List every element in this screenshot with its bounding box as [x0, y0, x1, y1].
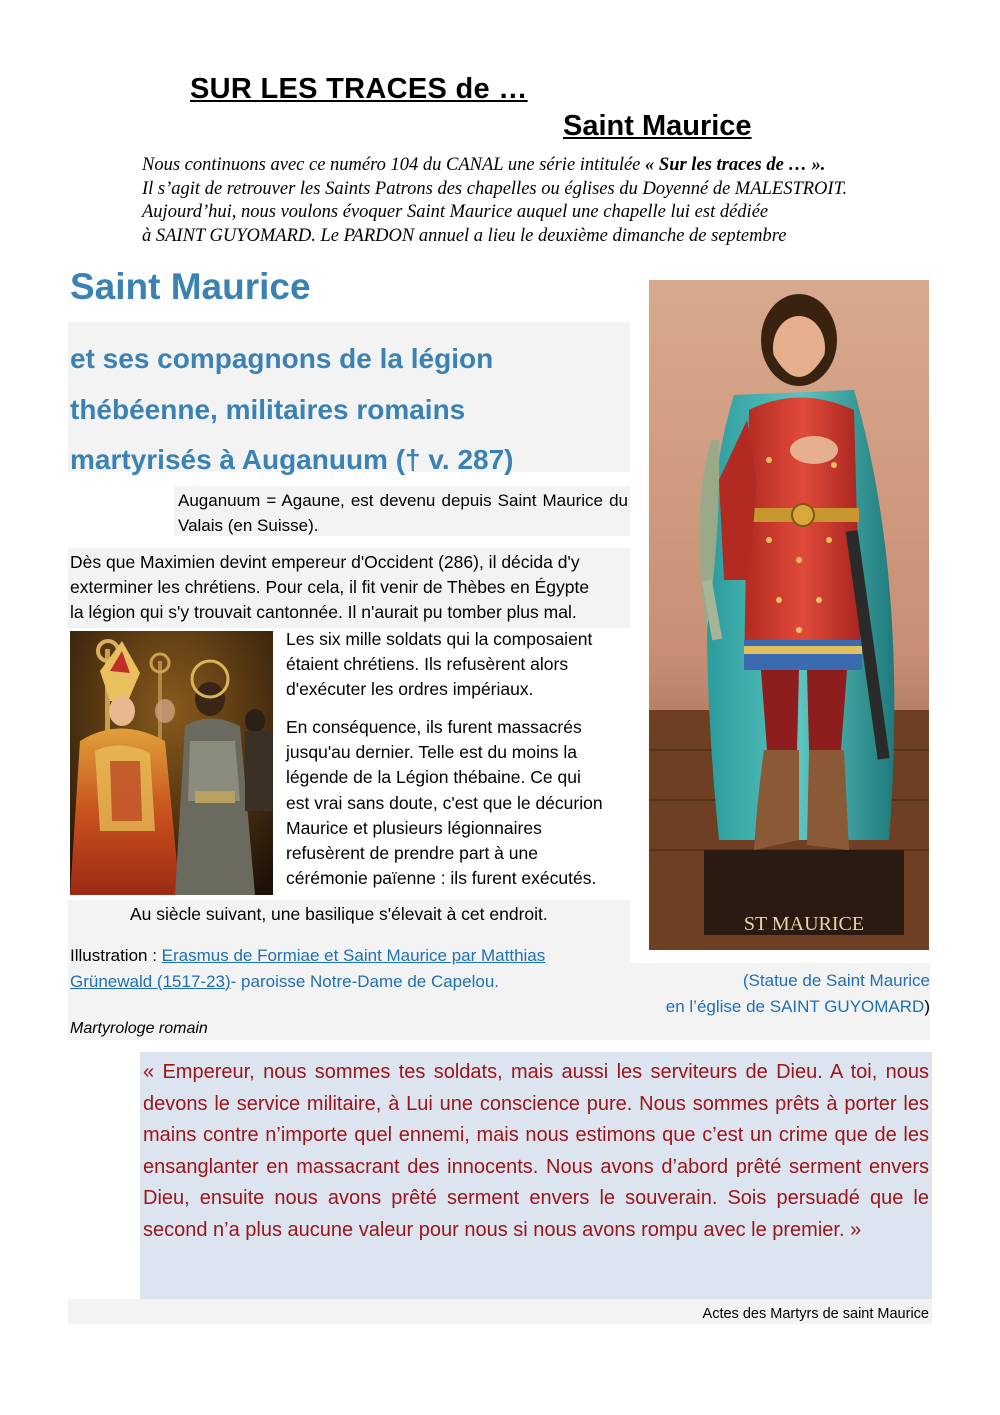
intro-series-title: « Sur les traces de … ». — [645, 155, 826, 175]
statue-caption-line2: en l’église de SAINT GUYOMARD — [665, 996, 925, 1016]
text-line: Dès que Maximien devint empereur d'Occident (286), il décida d'y — [70, 552, 580, 572]
illustration-link[interactable]: Erasmus de Formiae et Saint Maurice par Matthias — [161, 946, 546, 965]
text-line: est vrai sans doute, c'est que le décurion — [286, 792, 603, 813]
statue-base-label: ST MAURICE — [743, 913, 865, 935]
subtitle-line: thébéenne, militaires romains — [70, 393, 466, 425]
article-subtitle — [70, 334, 630, 486]
illustration-suffix: - paroisse Notre-Dame de Capelou. — [230, 971, 500, 991]
text-line: Maurice et plusieurs légionnaires — [286, 817, 542, 838]
page-title-line1: SUR LES TRACES de … — [190, 73, 528, 105]
statue-caption-line1: (Statue de Saint Maurice — [742, 971, 930, 990]
illustration-link-continued[interactable]: Grünewald (1517-23) — [70, 971, 231, 991]
illustration-credit — [70, 943, 545, 994]
intro-line3: Aujourd’hui, nous voulons évoquer Saint Maurice auquel une chapelle lui est dédiée — [142, 202, 769, 222]
statue-caption — [630, 968, 930, 1019]
paragraph-consequence — [286, 715, 603, 891]
subtitle-line: et ses compagnons de la légion — [70, 343, 494, 374]
text-line: cérémonie païenne : ils furent exécutés. — [286, 868, 597, 889]
agaune-note: Auganuum = Agaune, est devenu depuis Saint Maurice du Valais (en Suisse). — [178, 491, 628, 535]
text-line: jusqu'au dernier. Telle est du moins la — [286, 742, 577, 763]
basilique-sentence: Au siècle suivant, une basilique s'élevait à cet endroit. — [130, 904, 548, 924]
paragraph-soldats — [286, 627, 592, 703]
text-line: refusèrent de prendre part à une — [286, 843, 538, 864]
painting-erasmus-maurice — [70, 631, 273, 895]
text-line: d'exécuter les ordres impériaux. — [286, 679, 534, 700]
martyrologe-source: Martyrologe romain — [70, 1020, 208, 1037]
text-line: Les six mille soldats qui la composaient — [286, 629, 593, 649]
martyrs-quote: « Empereur, nous sommes tes soldats, mais aussi les serviteurs de Dieu. A toi, nous devons le service militaire, à Lui une conscience pure. Nous sommes prêts à porter les mains contre n’importe quel ennemi, mais nous estimons que c’est un crime que de les ensanglanter en massacrant des innocents. Nous avons d’abord prêté serment envers Dieu, ensuite nous avons prêté serment envers le souverain. Sois persuadé que le second n’a plus aucune valeur pour nous si nous avons rompu avec le premier. » — [143, 1061, 929, 1241]
subtitle-line: martyrisés à Auganuum († v. 287) — [70, 444, 514, 475]
text-line: étaient chrétiens. Ils refusèrent alors — [286, 654, 569, 675]
intro-paragraph — [142, 154, 932, 248]
quote-source: Actes des Martyrs de saint Maurice — [702, 1306, 929, 1322]
text-line: la légion qui s'y trouvait cantonnée. Il n'aurait pu tomber plus mal. — [70, 602, 577, 623]
intro-line2: Il s’agit de retrouver les Saints Patrons des chapelles ou églises du Doyenné de MALESTROIT. — [142, 178, 848, 199]
statue-saint-maurice-photo — [649, 280, 929, 950]
article-heading: Saint Maurice — [70, 266, 311, 307]
illustration-prefix: Illustration : — [70, 946, 162, 965]
paragraph-maximien — [70, 550, 589, 626]
page-title-line2: Saint Maurice — [563, 110, 752, 142]
intro-line4: à SAINT GUYOMARD. Le PARDON annuel a lieu le deuxième dimanche de septembre — [142, 225, 787, 246]
text-line: exterminer les chrétiens. Pour cela, il fit venir de Thèbes en Égypte — [70, 577, 590, 598]
intro-line1: Nous continuons avec ce numéro 104 du CANAL une série intitulée — [142, 155, 646, 175]
statue-caption-close: ) — [924, 996, 930, 1016]
text-line: légende de la Légion thébaine. Ce qui — [286, 767, 581, 788]
text-line: En conséquence, ils furent massacrés — [286, 717, 582, 737]
